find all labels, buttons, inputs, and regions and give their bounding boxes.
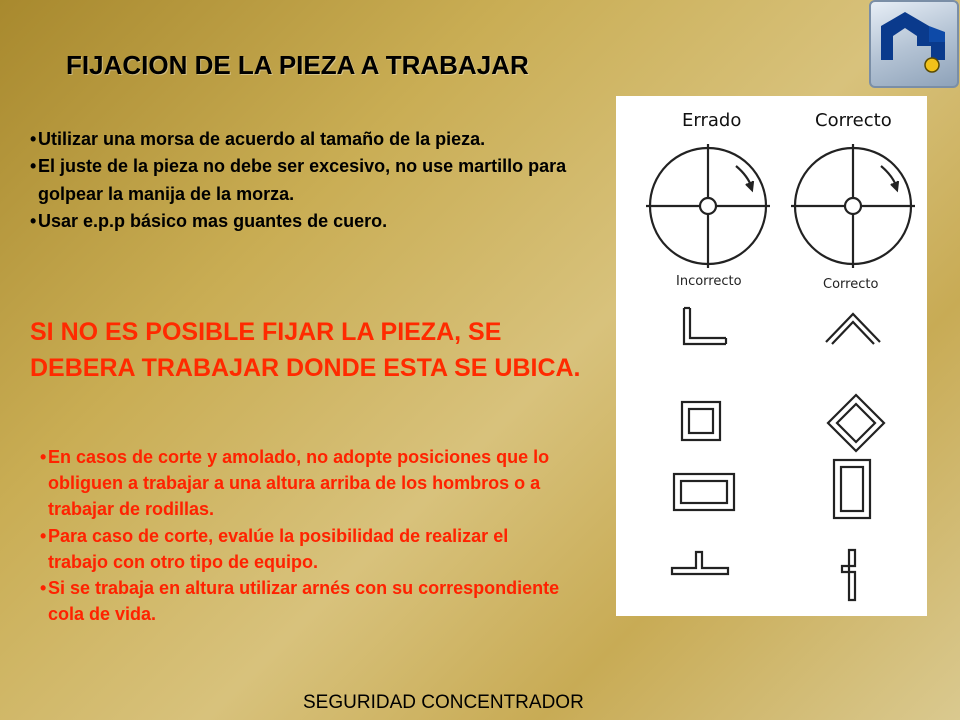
column-label-right: Correcto — [815, 110, 892, 131]
home-nav-button[interactable] — [869, 0, 959, 88]
rect-tube-right-icon — [834, 460, 870, 518]
t-profile-right-icon — [842, 550, 855, 600]
list-item: • Usar e.p.p básico mas guantes de cuero. — [30, 208, 590, 235]
disc-wrong-icon — [646, 144, 770, 268]
angle-right-icon — [826, 314, 880, 344]
disc-right-icon — [791, 144, 915, 268]
slide-title: FIJACION DE LA PIEZA A TRABAJAR — [66, 50, 529, 80]
guidelines-red-list — [40, 444, 560, 627]
guidelines-list — [30, 126, 590, 236]
column-label-wrong: Errado — [682, 110, 742, 131]
list-item: • Si se trabaja en altura utilizar arnés con su correspondiente cola de vida. — [40, 575, 560, 627]
home-nav-icon — [871, 2, 957, 86]
rect-tube-wrong-icon — [674, 474, 734, 510]
t-profile-wrong-icon — [672, 552, 728, 574]
clamping-diagram — [616, 96, 927, 616]
label-correcto: Correcto — [823, 277, 879, 292]
list-item: • En casos de corte y amolado, no adopte posiciones que lo obliguen a trabajar a una altura arriba de los hombros o a trabajar de rodillas. — [40, 444, 560, 523]
list-item: • Para caso de corte, evalúe la posibilidad de realizar el trabajo con otro tipo de equipo. — [40, 523, 560, 575]
list-item: • Utilizar una morsa de acuerdo al tamaño de la pieza. — [30, 126, 590, 153]
warning-heading: SI NO ES POSIBLE FIJAR LA PIEZA, SE DEBERA TRABAJAR DONDE ESTA SE UBICA. — [30, 318, 581, 382]
angle-wrong-icon — [684, 308, 726, 344]
list-item: • El juste de la pieza no debe ser excesivo, no use martillo para golpear la manija de la morza. — [30, 153, 590, 208]
square-tube-right-icon — [828, 395, 884, 451]
footer-text: SEGURIDAD CONCENTRADOR — [303, 692, 584, 713]
square-tube-wrong-icon — [682, 402, 720, 440]
workpiece-clamping-figure — [616, 96, 927, 616]
label-incorrecto: Incorrecto — [676, 274, 742, 289]
